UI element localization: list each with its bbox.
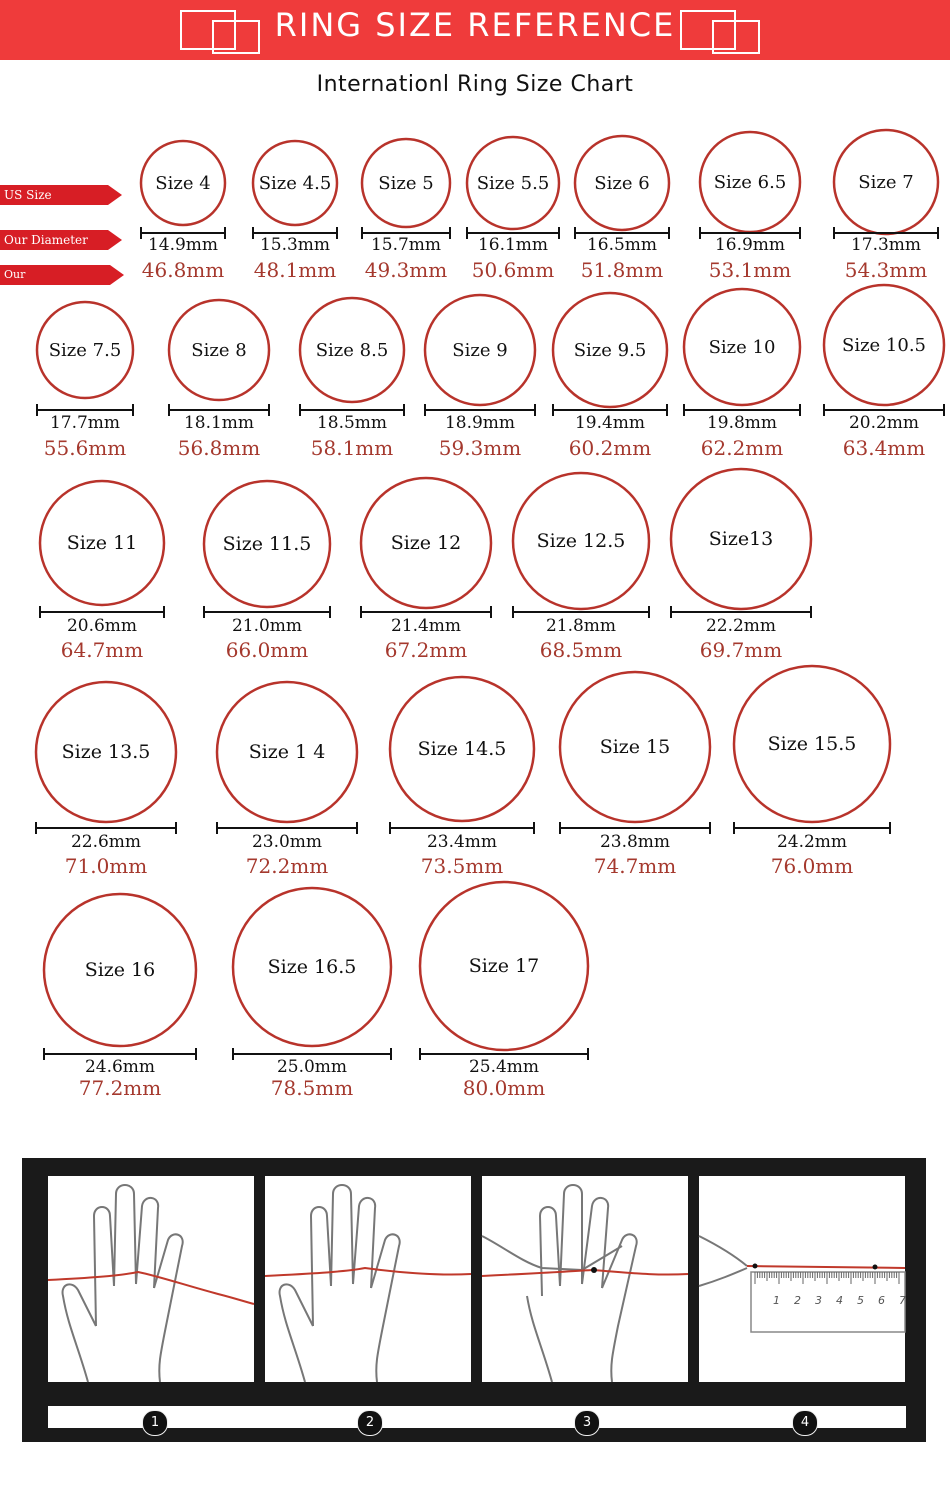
ring-size-item: [44, 894, 196, 1100]
ring-diameter: 17.7mm: [49, 413, 121, 433]
ring-size-label: Size 7.5: [48, 340, 122, 361]
ring-size-item: [834, 130, 938, 282]
step-panel-1: [48, 1176, 254, 1382]
ring-diameter: 16.1mm: [477, 235, 549, 255]
ring-size-label: Size 12.5: [536, 530, 626, 552]
ring-circumference: 71.0mm: [64, 854, 148, 878]
step-panel-3: [482, 1176, 688, 1382]
ring-circumference: 68.5mm: [539, 638, 623, 662]
ring-circumference: 53.1mm: [708, 258, 792, 282]
chart-subtitle: Internationl Ring Size Chart: [316, 72, 634, 97]
ring-size-label: Size 7: [858, 172, 914, 193]
step-panel-2: [265, 1176, 471, 1382]
ring-size-label: Size 11: [66, 532, 138, 554]
ring-size-item: [233, 888, 391, 1100]
ring-size-item: [40, 481, 164, 662]
ruler-number: 1: [773, 1294, 780, 1307]
ring-size-label: Size 5: [378, 173, 434, 194]
ring-diameter: 24.6mm: [84, 1057, 156, 1077]
ring-size-label: Size 16.5: [267, 956, 357, 978]
hand-with-string-icon: [48, 1176, 254, 1382]
ring-size-label: Size 16: [84, 959, 156, 981]
ring-circumference: 54.3mm: [844, 258, 928, 282]
ring-circumference: 60.2mm: [568, 436, 652, 460]
ring-circumference: 50.6mm: [471, 258, 555, 282]
ring-size-label: Size 8.5: [315, 340, 389, 361]
ring-size-label: Size 9: [452, 340, 508, 361]
ring-diameter: 17.3mm: [850, 235, 922, 255]
measuring-steps: [22, 1158, 926, 1442]
ruler-measure-icon: [699, 1176, 905, 1382]
step-panel-4: [699, 1176, 905, 1382]
ring-size-item: [420, 882, 588, 1100]
ring-size-item: [169, 300, 269, 460]
ring-circumference: 64.7mm: [60, 638, 144, 662]
ring-size-item: [300, 298, 404, 460]
ring-diameter: 15.7mm: [370, 235, 442, 255]
ring-diameter: 23.8mm: [599, 832, 671, 852]
ring-diameter: 23.0mm: [251, 832, 323, 852]
ring-size-label: Size 10.5: [841, 335, 927, 356]
ring-size-item: [362, 139, 450, 282]
legend-circumference: Our Circumference: [0, 265, 110, 285]
ring-size-item: [390, 677, 534, 878]
ruler-number: 6: [878, 1294, 885, 1307]
ring-size-label: Size 17: [468, 955, 540, 977]
ring-size-item: [560, 672, 710, 878]
ring-diameter: 24.2mm: [776, 832, 848, 852]
ring-size-label: Size 9.5: [573, 340, 647, 361]
ring-diameter: 25.0mm: [276, 1057, 348, 1077]
ring-size-item: [36, 682, 176, 878]
ring-circumference: 66.0mm: [225, 638, 309, 662]
ruler-number: 3: [815, 1294, 822, 1307]
ring-circumference: 58.1mm: [310, 436, 394, 460]
steps-timeline: [48, 1406, 906, 1428]
ring-size-label: Size13: [708, 528, 774, 550]
ring-size-label: Size 11.5: [222, 533, 312, 555]
ring-size-item: [37, 302, 133, 460]
ring-diameter: 19.4mm: [574, 413, 646, 433]
ring-circumference: 49.3mm: [364, 258, 448, 282]
ring-diameter: 25.4mm: [468, 1057, 540, 1077]
ring-diameter: 18.9mm: [444, 413, 516, 433]
ring-size-item: [217, 682, 357, 878]
ring-circumference: 77.2mm: [78, 1076, 162, 1100]
ring-size-label: Size 6.5: [713, 172, 787, 193]
ring-size-item: [553, 293, 667, 460]
ring-size-label: Size 6: [594, 173, 650, 194]
ring-circumference: 59.3mm: [438, 436, 522, 460]
step-number: 4: [792, 1410, 818, 1436]
ring-diameter: 18.1mm: [183, 413, 255, 433]
ring-circumference: 80.0mm: [462, 1076, 546, 1100]
ring-size-label: Size 14.5: [417, 738, 507, 760]
ring-size-item: [253, 141, 337, 282]
legend-us-size: US Size: [0, 185, 108, 205]
legend-diameter: Our Diameter: [0, 230, 108, 250]
ring-circumference: 62.2mm: [700, 436, 784, 460]
ring-size-label: Size 12: [390, 532, 462, 554]
ring-size-item: [824, 285, 944, 460]
ring-diameter: 14.9mm: [147, 235, 219, 255]
ring-diameter: 16.5mm: [586, 235, 658, 255]
ring-circumference: 72.2mm: [245, 854, 329, 878]
ring-circumference: 63.4mm: [842, 436, 926, 460]
ring-circumference: 73.5mm: [420, 854, 504, 878]
ring-circumference: 78.5mm: [270, 1076, 354, 1100]
ring-circumference: 74.7mm: [593, 854, 677, 878]
ring-circumference: 48.1mm: [253, 258, 337, 282]
ring-diameter: 20.6mm: [66, 616, 138, 636]
ring-diameter: 18.5mm: [316, 413, 388, 433]
ring-circumference: 51.8mm: [580, 258, 664, 282]
ring-size-item: [513, 473, 649, 662]
ring-size-label: Size 13.5: [61, 741, 151, 763]
ring-circumference: 69.7mm: [699, 638, 783, 662]
ring-size-label: Size 1 4: [248, 741, 326, 763]
ring-size-item: [684, 289, 800, 460]
ring-size-label: Size 15.5: [767, 733, 857, 755]
ruler-number: 4: [836, 1294, 843, 1307]
ring-diameter: 21.4mm: [390, 616, 462, 636]
step-number: 3: [574, 1410, 600, 1436]
ring-diameter: 22.2mm: [705, 616, 777, 636]
ring-size-item: [734, 666, 890, 878]
ring-diameter: 20.2mm: [848, 413, 920, 433]
ring-size-label: Size 4: [155, 173, 211, 194]
ring-size-label: Size 15: [599, 736, 671, 758]
ring-circumference: 76.0mm: [770, 854, 854, 878]
ruler-number: 7: [899, 1294, 906, 1307]
ring-diameter: 15.3mm: [259, 235, 331, 255]
ring-size-item: [361, 478, 491, 662]
ring-diameter: 21.0mm: [231, 616, 303, 636]
ring-size-label: Size 8: [191, 340, 247, 361]
ring-diameter: 23.4mm: [426, 832, 498, 852]
ring-size-item: [141, 141, 225, 282]
ring-size-item: [700, 132, 800, 282]
ring-diameter: 22.6mm: [70, 832, 142, 852]
ring-size-item: [671, 469, 811, 662]
ruler-number: 5: [857, 1294, 864, 1307]
ring-size-item: [467, 137, 559, 282]
hand-string-wrapped-icon: [265, 1176, 471, 1382]
ring-diameter: 19.8mm: [706, 413, 778, 433]
ring-diameter: 21.8mm: [545, 616, 617, 636]
ring-circumference: 56.8mm: [177, 436, 261, 460]
ring-size-label: Size 5.5: [476, 173, 550, 194]
step-number: 1: [142, 1410, 168, 1436]
step-number: 2: [357, 1410, 383, 1436]
page-title: RING SIZE REFERENCE: [274, 6, 676, 44]
ring-circumference: 55.6mm: [43, 436, 127, 460]
ring-size-item: [575, 136, 669, 282]
ruler-number: 2: [794, 1294, 801, 1307]
ring-size-label: Size 4.5: [258, 173, 332, 194]
ring-circumference: 46.8mm: [141, 258, 225, 282]
ring-diameter: 16.9mm: [714, 235, 786, 255]
ring-size-label: Size 10: [708, 337, 776, 358]
ring-size-item: [204, 481, 330, 662]
ring-circumference: 67.2mm: [384, 638, 468, 662]
hand-marking-string-icon: [482, 1176, 688, 1382]
ring-size-item: [425, 295, 535, 460]
